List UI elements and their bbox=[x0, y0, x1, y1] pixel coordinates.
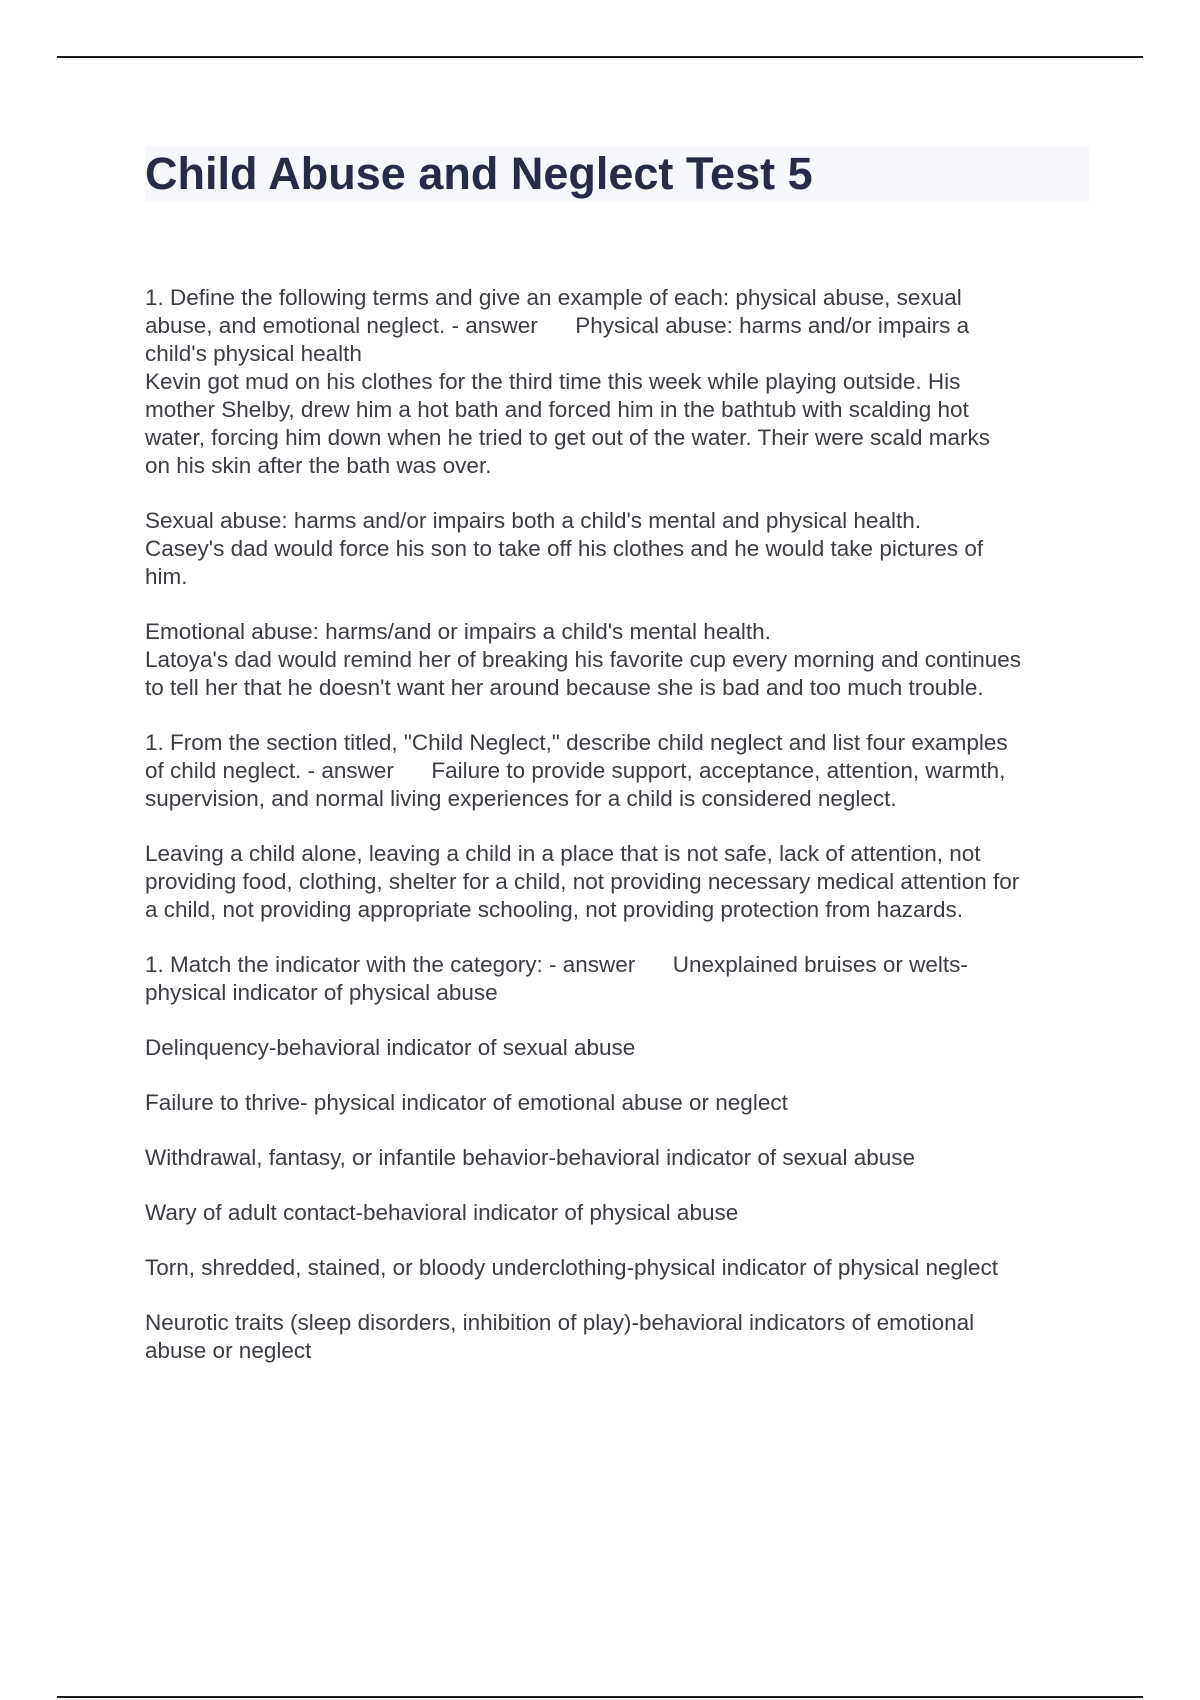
indicator-item bbox=[145, 1309, 1095, 1365]
text-line: water, forcing him down when he tried to get out of the water. Their were scald marks bbox=[145, 425, 991, 450]
indicator-item bbox=[145, 1089, 1095, 1117]
text-line: abuse or neglect bbox=[145, 1338, 312, 1363]
text-line: 1. From the section titled, "Child Neglect," describe child neglect and list four examples bbox=[145, 730, 1008, 755]
text-line: Casey's dad would force his son to take off his clothes and he would take pictures of bbox=[145, 536, 984, 561]
text-line: Emotional abuse: harms/and or impairs a child's mental health. bbox=[145, 619, 771, 644]
answer-block-child-neglect bbox=[145, 729, 1095, 813]
text-line: child's physical health bbox=[145, 341, 362, 366]
text-line: 1. Match the indicator with the category: - answer Unexplained bruises or welts- bbox=[145, 952, 968, 977]
text-line: Neurotic traits (sleep disorders, inhibition of play)-behavioral indicators of emotional bbox=[145, 1310, 975, 1335]
indicator-item bbox=[145, 1034, 1095, 1062]
text-line: of child neglect. - answer Failure to provide support, acceptance, attention, warmth, bbox=[145, 758, 1006, 783]
answer-block-neglect-examples bbox=[145, 840, 1095, 924]
page-title: Child Abuse and Neglect Test 5 bbox=[145, 148, 813, 199]
text-line: supervision, and normal living experiences for a child is considered neglect. bbox=[145, 786, 897, 811]
text-line: to tell her that he doesn't want her around because she is bad and too much trouble. bbox=[145, 675, 984, 700]
bottom-rule bbox=[57, 1696, 1143, 1698]
text-line: Kevin got mud on his clothes for the third time this week while playing outside. His bbox=[145, 369, 961, 394]
answer-block-emotional-abuse bbox=[145, 618, 1095, 702]
text-line: Withdrawal, fantasy, or infantile behavior-behavioral indicator of sexual abuse bbox=[145, 1145, 915, 1170]
answer-block-sexual-abuse bbox=[145, 507, 1095, 591]
text-line: a child, not providing appropriate schooling, not providing protection from hazards. bbox=[145, 897, 963, 922]
text-line: on his skin after the bath was over. bbox=[145, 453, 492, 478]
text-line: abuse, and emotional neglect. - answer Physical abuse: harms and/or impairs a bbox=[145, 313, 970, 338]
text-line: mother Shelby, drew him a hot bath and forced him in the bathtub with scalding hot bbox=[145, 397, 969, 422]
text-line: Wary of adult contact-behavioral indicator of physical abuse bbox=[145, 1200, 739, 1225]
top-rule bbox=[57, 56, 1143, 58]
text-line: Latoya's dad would remind her of breaking his favorite cup every morning and continues bbox=[145, 647, 1022, 672]
text-line: Leaving a child alone, leaving a child in a place that is not safe, lack of attention, not bbox=[145, 841, 981, 866]
text-line: Delinquency-behavioral indicator of sexual abuse bbox=[145, 1035, 636, 1060]
text-line: Torn, shredded, stained, or bloody underclothing-physical indicator of physical neglect bbox=[145, 1255, 999, 1280]
text-line: him. bbox=[145, 564, 188, 589]
text-line: Failure to thrive- physical indicator of emotional abuse or neglect bbox=[145, 1090, 788, 1115]
indicator-item bbox=[145, 1199, 1095, 1227]
answer-block-match-indicator bbox=[145, 951, 1095, 1007]
indicator-item bbox=[145, 1144, 1095, 1172]
text-line: providing food, clothing, shelter for a child, not providing necessary medical attention for bbox=[145, 869, 1020, 894]
answer-block-define-terms bbox=[145, 284, 1095, 480]
text-line: Sexual abuse: harms and/or impairs both a child's mental and physical health. bbox=[145, 508, 921, 533]
text-line: 1. Define the following terms and give an example of each: physical abuse, sexual bbox=[145, 285, 962, 310]
text-line: physical indicator of physical abuse bbox=[145, 980, 498, 1005]
document-body bbox=[145, 284, 1095, 1392]
indicator-item bbox=[145, 1254, 1095, 1282]
